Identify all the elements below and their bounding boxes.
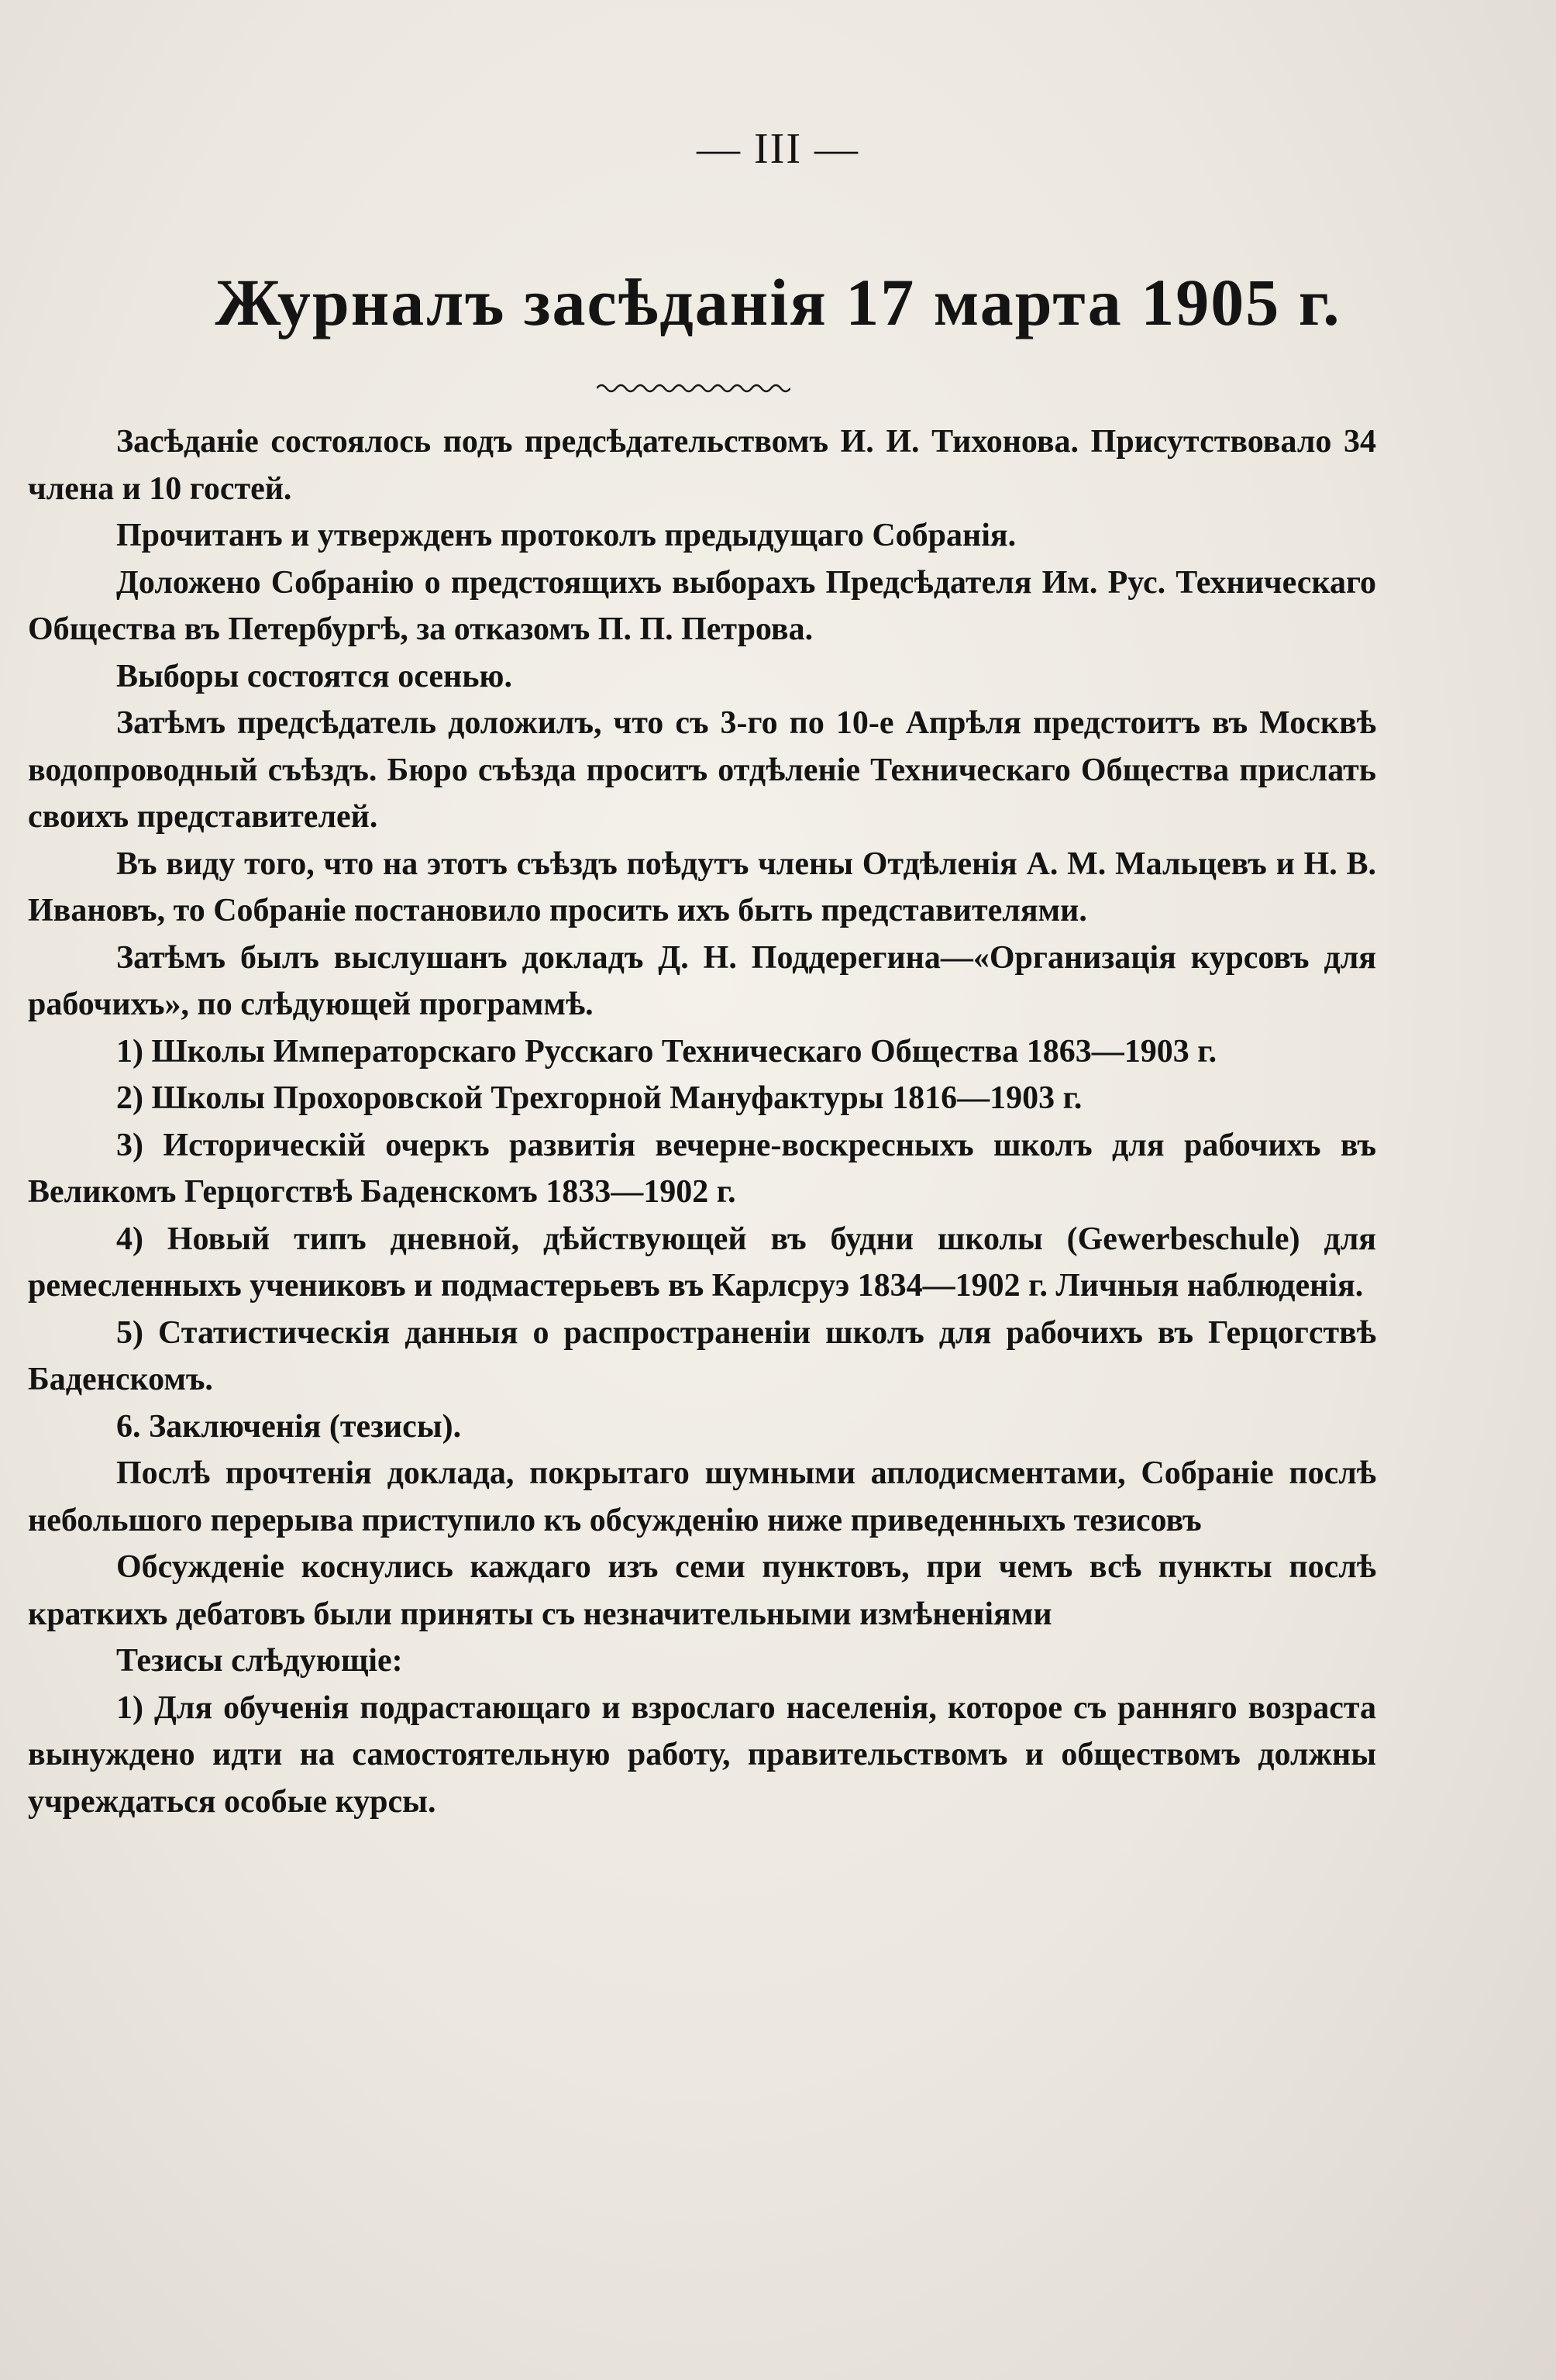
paragraph-theses-heading: Тезисы слѣдующіе: [116,1643,403,1679]
paragraph-report-intro: Затѣмъ былъ выслушанъ докладъ Д. Н. Поддерегина—«Организація курсовъ для рабочихъ», по слѣдующей программѣ. [28,939,1376,1022]
paragraph-chair-election-report: Доложено Собранію о предстоящихъ выборахъ Предсѣдателя Им. Рус. Техническаго Общества въ Петербургѣ, за отказомъ П. П. Петрова. [28,564,1376,647]
page-number: — III — [697,125,859,173]
paragraph-water-congress: Затѣмъ предсѣдатель доложилъ, что съ 3-го по 10-е Апрѣля предстоитъ въ Москвѣ водопроводный съѣздъ. Бюро съѣзда проситъ отдѣленіе Техническаго Общества прислать своихъ представителей. [28,705,1376,835]
program-item-4: 4) Новый типъ дневной, дѣйствующей въ будни школы (Gewerbeschule) для ремесленныхъ учениковъ и подмастерьевъ въ Карлсруэ 1834—1902 г. Личныя наблюденія. [28,1221,1376,1304]
paragraph-election-autumn: Выборы состоятся осенью. [116,658,512,694]
program-item-3: 3) Историческій очеркъ развитія вечерне-воскресныхъ школъ для рабочихъ въ Великомъ Герцогствѣ Баденскомъ 1833—1902 г. [28,1127,1376,1210]
wavy-divider-ornament [597,377,790,400]
program-item-2: 2) Школы Прохоровской Трехгорной Мануфактуры 1816—1903 г. [116,1080,1083,1116]
program-item-6: 6. Заключенія (тезисы). [116,1408,462,1445]
body-text [28,418,1376,1825]
program-item-5: 5) Статистическія данныя о распространеніи школъ для рабочихъ въ Герцогствѣ Баденскомъ. [28,1314,1376,1397]
paragraph-representatives: Въ виду того, что на этотъ съѣздъ поѣдутъ члены Отдѣленія А. М. Мальцевъ и Н. В. Ивановъ, то Собраніе постановило просить ихъ быть представителями. [28,846,1376,928]
paragraph-discussion-result: Обсужденіе коснулись каждаго изъ семи пунктовъ, при чемъ всѣ пункты послѣ краткихъ дебатовъ были приняты съ незначительными измѣненіями [28,1549,1376,1632]
paragraph-minutes-approved: Прочитанъ и утвержденъ протоколъ предыдущаго Собранія. [116,518,1017,553]
page-title: Журналъ засѣданія 17 марта 1905 г. [215,265,1341,339]
thesis-item-1: 1) Для обученія подрастающаго и взрослаго населенія, которое съ ранняго возраста вынуждено идти на самостоятельную работу, правительствомъ и обществомъ должны учреждаться особые курсы. [28,1689,1376,1820]
paragraph-chair-attendance: Засѣданіе состоялось подъ предсѣдательствомъ И. И. Тихонова. Присутствовало 34 члена и 10 гостей. [28,424,1376,507]
program-item-1: 1) Школы Императорскаго Русскаго Техническаго Общества 1863—1903 г. [116,1033,1217,1069]
paragraph-discussion-start: Послѣ прочтенія доклада, покрытаго шумными аплодисментами, Собраніе послѣ небольшого перерыва приступило къ обсужденію ниже приведенныхъ тезисовъ [28,1455,1376,1538]
